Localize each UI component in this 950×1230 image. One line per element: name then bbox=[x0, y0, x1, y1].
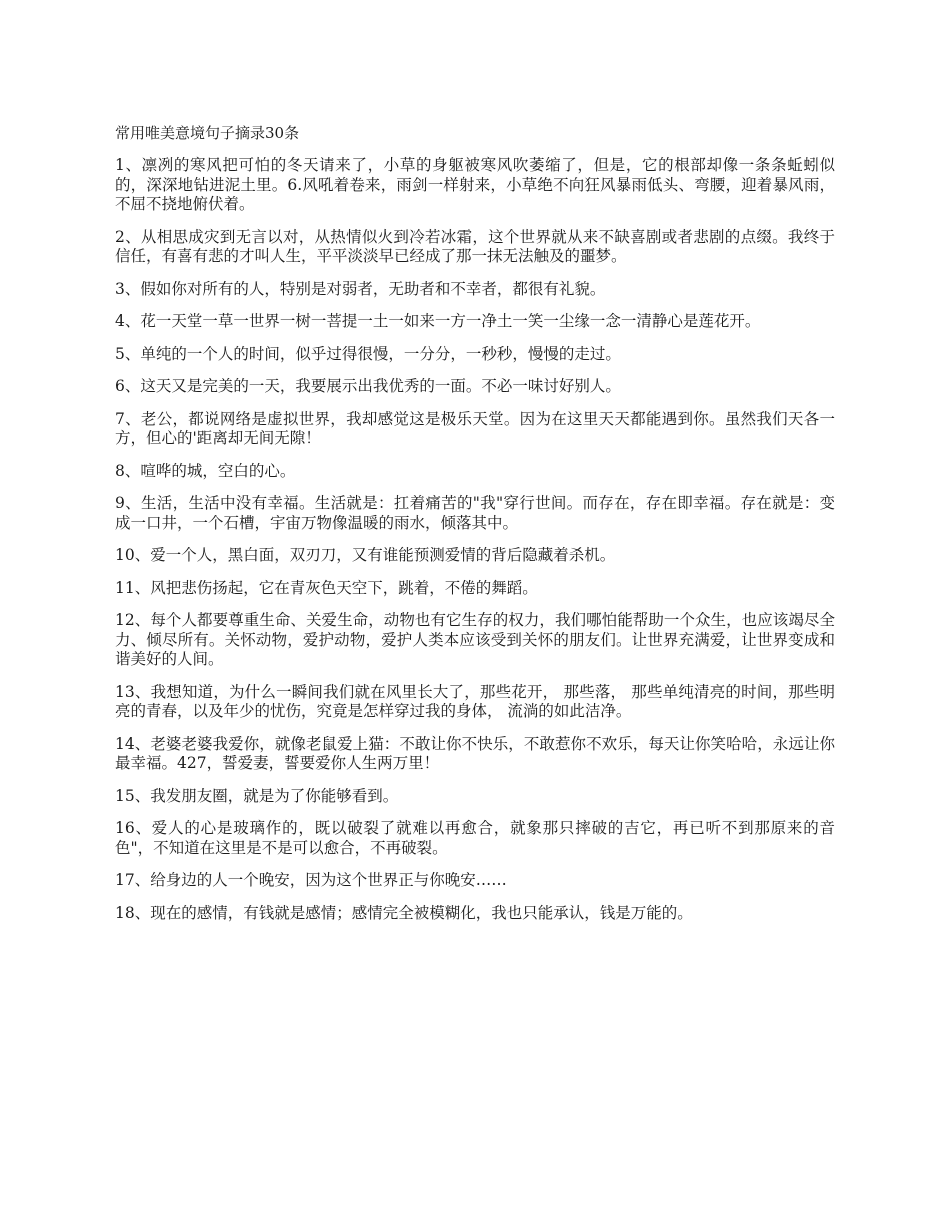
paragraph-11: 11、风把悲伤扬起，它在青灰色天空下，跳着，不倦的舞蹈。 bbox=[115, 578, 538, 597]
paragraph-16: 16、爱人的心是玻璃作的，既以破裂了就难以再愈合，就象那只摔破的吉它，再已听不到那原来的音色"，不知道在这里是不是可以愈合，不再破裂。 bbox=[115, 819, 835, 857]
paragraph-2: 2、从相思成灾到无言以对，从热情似火到冷若冰霜，这个世界就从来不缺喜剧或者悲剧的点缀。我终于信任，有喜有悲的才叫人生，平平淡淡早已经成了那一抹无法触及的噩梦。 bbox=[115, 227, 835, 265]
paragraph-4: 4、花一天堂一草一世界一树一菩提一土一如来一方一净土一笑一尘缘一念一清静心是莲花开。 bbox=[115, 312, 761, 330]
paragraph-17: 17、给身边的人一个晚安，因为这个世界正与你晚安…… bbox=[115, 871, 507, 889]
paragraph-7: 7、老公，都说网络是虚拟世界，我却感觉这是极乐天堂。因为在这里天天都能遇到你。虽然我们天各一方，但心的'距离却无间无隙！ bbox=[115, 409, 835, 447]
paragraph-14: 14、老婆老婆我爱你，就像老鼠爱上猫：不敢让你不快乐，不敢惹你不欢乐，每天让你笑哈哈，永远让你最幸福。427，誓爱妻，誓要爱你人生两万里！ bbox=[115, 734, 835, 772]
paragraph-10: 10、爱一个人，黑白面，双刃刀，又有谁能预测爱情的背后隐藏着杀机。 bbox=[115, 546, 616, 564]
paragraph-3: 3、假如你对所有的人，特别是对弱者，无助者和不幸者，都很有礼貌。 bbox=[115, 279, 606, 298]
paragraph-18: 18、现在的感情，有钱就是感情；感情完全被模糊化，我也只能承认，钱是万能的。 bbox=[115, 903, 693, 922]
paragraph-9: 9、生活，生活中没有幸福。生活就是：扛着痛苦的"我"穿行世间。而存在，存在即幸福。存在就是：变成一口井，一个石槽，宇宙万物像温暖的雨水，倾落其中。 bbox=[115, 494, 835, 532]
paragraph-13: 13、我想知道，为什么一瞬间我们就在风里长大了，那些花开， 那些落， 那些单纯清亮的时间，那些明亮的青春，以及年少的忧伤，究竟是怎样穿过我的身体， 流淌的如此洁净。 bbox=[115, 682, 835, 720]
paragraph-6: 6、这天又是完美的一天，我要展示出我优秀的一面。不必一味讨好别人。 bbox=[115, 377, 621, 395]
document-title: 常用唯美意境句子摘录30条 bbox=[115, 124, 300, 142]
paragraph-8: 8、喧哗的城，空白的心。 bbox=[115, 461, 296, 480]
paragraph-5: 5、单纯的一个人的时间，似乎过得很慢，一分分，一秒秒，慢慢的走过。 bbox=[115, 344, 621, 363]
paragraph-15: 15、我发朋友圈，就是为了你能够看到。 bbox=[115, 786, 399, 805]
document-body bbox=[115, 122, 835, 936]
paragraph-1: 1、凛冽的寒风把可怕的冬天请来了，小草的身躯被寒风吹萎缩了，但是，它的根部却像一条条蚯蚓似的，深深地钻进泥土里。6.风吼着卷来，雨剑一样射来，小草绝不向狂风暴雨低头、弯腰，迎着暴风雨，不屈不挠地俯伏着。 bbox=[115, 156, 835, 213]
paragraph-12: 12、每个人都要尊重生命、关爱生命，动物也有它生存的权力，我们哪怕能帮助一个众生，也应该竭尽全力、倾尽所有。关怀动物，爱护动物，爱护人类本应该受到关怀的朋友们。让世界充满爱，让世界变成和谐美好的人间。 bbox=[115, 611, 835, 668]
